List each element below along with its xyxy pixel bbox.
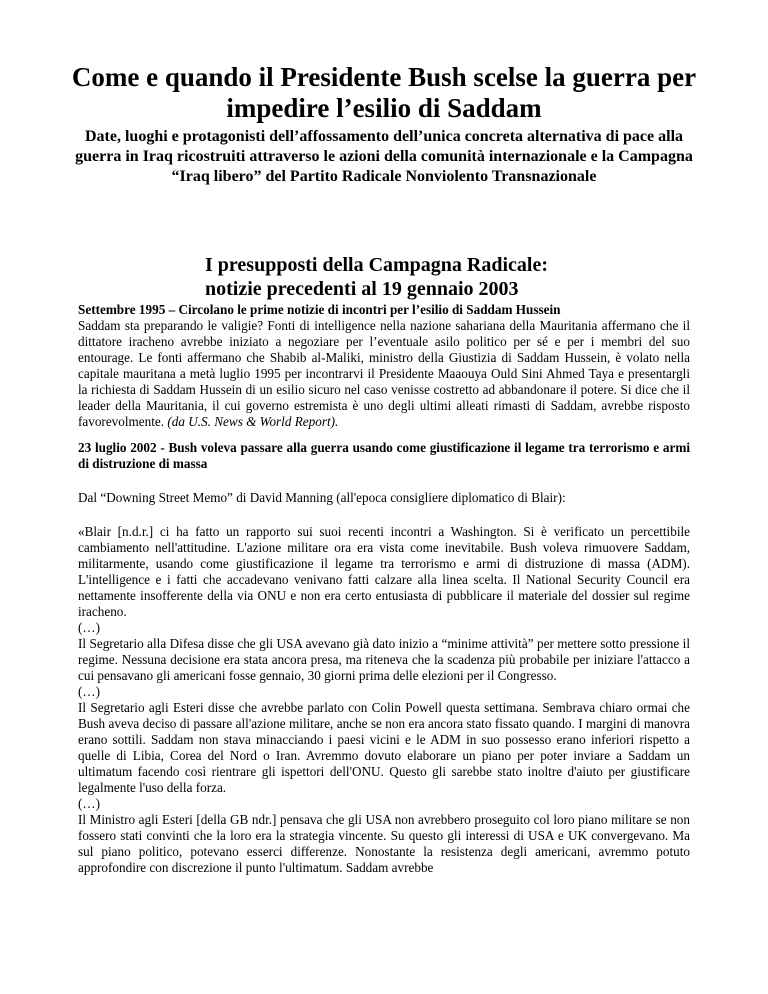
- memo-ellipsis-3: (…): [78, 796, 100, 811]
- section-heading-line-1: I presupposti della Campagna Radicale:: [205, 254, 549, 276]
- section-heading-line-2: notizie precedenti al 19 gennaio 2003: [205, 278, 519, 300]
- memo-ellipsis-1: (…): [78, 620, 100, 635]
- entry-1-source: (da U.S. News & World Report).: [167, 414, 339, 429]
- memo-quote-3: Il Segretario agli Esteri disse che avrebbe parlato con Colin Powell questa settimana. Sembrava chiaro ormai che Bush aveva deciso di passare all'azione militare, anche se non era ancora stato fissato quando. I margini di manovra erano sottili. Saddam non stava minacciando i paesi vicini e le ADM in suo possesso erano inferiori rispetto a quelle di Libia, Corea del Nord o Iran. Avremmo dovuto elaborare un piano per poter inviare a Saddam un ultimatum facendo così rientrare gli ispettori dell'ONU. Questo gli sarebbe stato inoltre d'aiuto per giustificare legalmente l'uso della forza.: [78, 700, 690, 795]
- document-body: [78, 302, 690, 876]
- entry-2-intro: Dal “Downing Street Memo” di David Manning (all'epoca consigliere diplomatico di Blair):: [78, 490, 566, 505]
- memo-quote-2: Il Segretario alla Difesa disse che gli USA avevano già dato inizio a “minime attività” per mettere sotto pressione il regime. Nessuna decisione era stata ancora presa, ma riteneva che la scadenza più probabile per iniziare l'attacco a cui pensavano gli americani fosse gennaio, 30 giorni prima delle elezioni per il Congresso.: [78, 636, 690, 683]
- document-title: Come e quando il Presidente Bush scelse la guerra per impedire l’esilio di Saddam: [71, 62, 697, 123]
- entry-1-body: Saddam sta preparando le valigie? Fonti di intelligence nella nazione sahariana della Mauritania affermano che il dittatore iracheno avrebbe iniziato a negoziare per l’eventuale asilo politico per sé e per i membri del suo entourage. Le fonti affermano che Shabib al-Maliki, ministro della Giustizia di Saddam Hussein, è volato nella capitale mauritana a metà luglio 1995 per incontrarvi il Presidente Maaouya Ould Sini Ahmed Taya e presentargli la richiesta di Saddam Hussein di un esilio sicuro nel caso venisse costretto ad abbandonare il potere. Si dice che il leader della Mauritania, il cui governo estremista è uno degli ultimi alleati rimasti di Saddam, avrebbe risposto favorevolmente.: [78, 318, 690, 429]
- entry-1-paragraph: [78, 318, 690, 430]
- entry-1-date: Settembre 1995: [78, 302, 166, 317]
- section-heading: [205, 253, 645, 301]
- memo-quote-1: «Blair [n.d.r.] ci ha fatto un rapporto sui suoi recenti incontri a Washington. Si è verificato un percettibile cambiamento nell'attitudine. L'azione militare ora era vista come inevitabile. Bush voleva rimuovere Saddam, militarmente, usando come giustificazione il legame tra terrorismo e armi di distruzione di massa (ADM). L'intelligence e i fatti che accadevano venivano fatti calzare alla linea scelta. Il National Security Council era nettamente insofferente della via ONU e non era certo entusiasta di pubblicare il materiale del dossier sul regime iracheno.: [78, 524, 690, 619]
- document-subtitle: Date, luoghi e protagonisti dell’affossamento dell’unica concreta alternativa di pace alla guerra in Iraq ricostruiti attraverso le azioni della comunità internazionale e la Campagna “Iraq libero” del Partito Radicale Nonviolento Transnazionale: [75, 128, 693, 185]
- memo-ellipsis-2: (…): [78, 684, 100, 699]
- entry-1-heading: [78, 302, 690, 318]
- memo-quote-4: Il Ministro agli Esteri [della GB ndr.] pensava che gli USA non avrebbero proseguito col loro piano militare se non fossero stati convinti che la loro era la strategia vincente. Su questo gli interessi di USA e UK convergevano. Ma sul piano politico, potevano esserci differenze. Nonostante la resistenza degli americani, avremmo potuto approfondire con discrezione il punto l'ultimatum. Saddam avrebbe: [78, 812, 690, 875]
- entry-2-heading: 23 luglio 2002 - Bush voleva passare alla guerra usando come giustificazione il legame tra terrorismo e armi di distruzione di massa: [78, 440, 690, 471]
- entry-1-headline: – Circolano le prime notizie di incontri per l’esilio di Saddam Hussein: [165, 302, 561, 317]
